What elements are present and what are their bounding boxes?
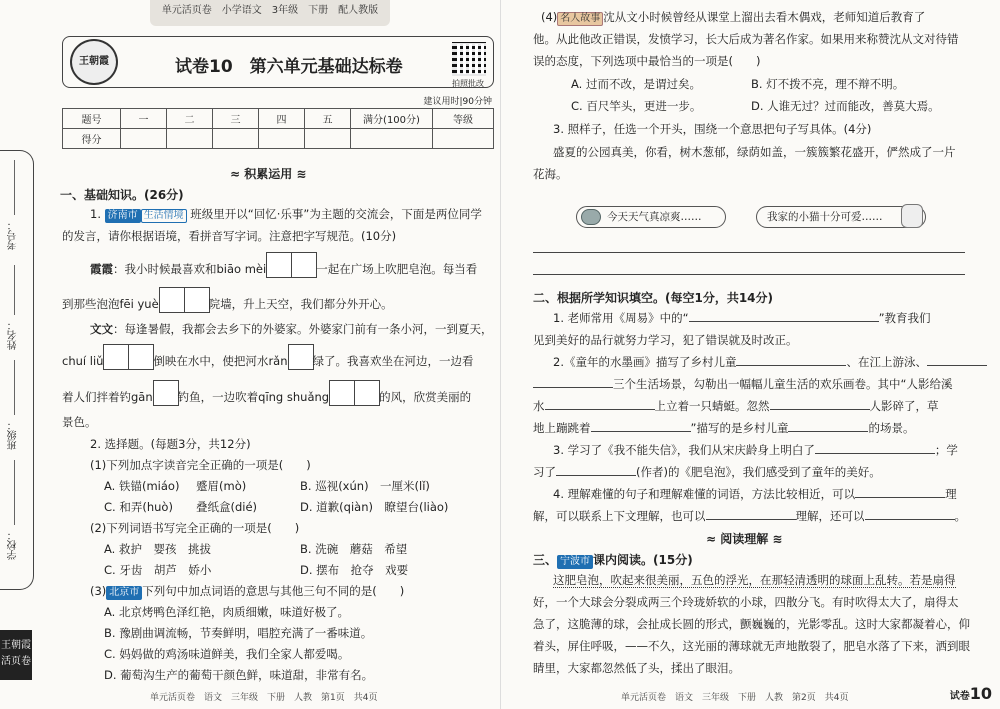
sidebar-label-class: 班级：: [8, 420, 19, 450]
passage-text: 这肥皂泡，吹起来很美丽，五色的浮光，在那轻清透明的球面上乱转。若是扇得: [553, 573, 956, 587]
sidebar-label-school: 学校：: [8, 530, 19, 560]
bubble-text: 我家的小猫十分可爱……: [767, 211, 883, 223]
score-cell: 满分(100分): [351, 109, 433, 129]
fill-text: 理: [945, 487, 957, 501]
fill-text: 地上蹦跳着: [533, 421, 591, 435]
badge-number: 10: [969, 684, 992, 703]
fill-4-line-1: [553, 487, 957, 502]
page-footer-right: 单元活页卷 语文 三年级 下册 人教 第2页 共4页: [621, 693, 849, 703]
passage-line-2: 好，一个大球会分裂成两三个玲珑娇软的小球，四散分飞。有时吹得太大了，扇得太: [533, 595, 959, 609]
question-2-heading: 2. 选择题。(每题3分，共12分): [90, 437, 251, 451]
banner-text: 积累运用: [244, 167, 293, 181]
q2-2-stem: (2)下列词语书写完全正确的一项是( ): [90, 521, 300, 535]
fill-text: ”描写的是乡村儿童: [690, 421, 789, 435]
cat-icon: [901, 204, 923, 228]
publisher-logo: 王朝霞: [70, 39, 118, 85]
write-boxes[interactable]: [153, 380, 178, 415]
q4-text: 沈从文小时候曾经从课堂上溜出去看木偶戏，老师知道后教育了: [603, 10, 926, 24]
score-input-cell[interactable]: [433, 129, 494, 149]
score-input-cell[interactable]: [351, 129, 433, 149]
pinyin: gān: [131, 390, 153, 404]
char-box[interactable]: [291, 252, 317, 278]
write-boxes[interactable]: [103, 344, 153, 379]
fill-text: 理解，还可以: [795, 509, 865, 523]
brand-line: 王朝霞: [1, 640, 31, 651]
score-cell: 三: [213, 109, 259, 129]
starter-bubble-weather[interactable]: [576, 206, 726, 228]
score-table-row: [63, 129, 494, 149]
badge-prefix: 试卷: [949, 691, 970, 702]
char-box[interactable]: [184, 287, 210, 313]
passage-line-5: 睛里，大家都忽然低了头，揉出了眼泪。: [533, 661, 740, 675]
fill-blank[interactable]: [815, 453, 935, 454]
qr-caption: 拍照批改: [452, 79, 484, 88]
header-bar: 单元活页卷 小学语文 3年级 下册 配人教版: [150, 0, 390, 26]
q4-line-2: 他。从此他改正错误，发愤学习，长大后成为著名作家。如果用来称赞沈从文对待错: [533, 32, 959, 46]
score-input-cell[interactable]: [121, 129, 167, 149]
q3-example-line-1: 盛夏的公园真美，你看，树木葱郁，绿荫如盖，一簇簇繁花盛开，俨然成了一片: [553, 145, 956, 159]
ww-text: 倒映在水中，使把河水: [153, 354, 269, 368]
fill-text: 水: [533, 399, 545, 413]
xx-text: 到那些泡泡: [62, 297, 120, 311]
q2-3-stem: (3) 北京市 下列句中加点词语的意思与其他三句不同的是( ): [90, 584, 405, 598]
section-banner-accumulation: ≈ 积累运用 ≋: [230, 167, 307, 181]
score-table-row: [63, 109, 494, 129]
fill-text: 4. 理解难懂的句子和理解难懂的词语，方法比较相近，可以: [553, 487, 856, 501]
fill-blank[interactable]: [545, 409, 655, 410]
region-tag: 北京市: [106, 586, 142, 600]
char-box[interactable]: [159, 287, 185, 313]
score-cell: 等级: [433, 109, 494, 129]
fill-blank[interactable]: [556, 475, 636, 476]
cloud-icon: [581, 209, 601, 225]
wenwen-line-3: [62, 380, 471, 415]
ww-text: 的风，欣赏美丽的: [379, 390, 472, 404]
passage-line-3: 急了，这脆薄的球，会扯成长圆的形式，颤巍巍的，光影零乱。这时大家都凝着心，仰: [533, 617, 970, 631]
q2-1-stem: (1)下列加点字读音完全正确的一项是( ): [90, 458, 311, 472]
q2-2-option-d[interactable]: D. 摆布 抢夺 戏要: [300, 563, 409, 577]
right-page: [500, 0, 1000, 709]
page-footer-left: 单元活页卷 语文 三年级 下册 人教 第1页 共4页: [150, 693, 378, 703]
sidebar-fill-line[interactable]: [14, 360, 15, 415]
section-banner-reading: ≈ 阅读理解 ≋: [706, 532, 783, 546]
q4-line-3: 误的态度，下列选项中最恰当的一项是( ): [533, 54, 761, 68]
pinyin: qīng shuǎng: [258, 390, 330, 404]
ww-text: 钓鱼，一边吹着: [177, 390, 259, 404]
fill-text: 的场景。: [868, 421, 915, 435]
ww-text: 绿了。我喜欢坐在河边，一边看: [312, 354, 474, 368]
sidebar-fill-line[interactable]: [14, 265, 15, 315]
fill-4-line-2: [533, 509, 966, 524]
write-boxes[interactable]: [329, 380, 379, 415]
ww-text: 着人们拌着钓: [62, 390, 131, 404]
fill-text: ”教育我们: [878, 311, 931, 325]
q2-2-option-b[interactable]: B. 洗碗 蘑菇 希望: [300, 542, 408, 556]
q2-1-option-c[interactable]: C. 和弄(huò): [104, 500, 173, 514]
write-boxes[interactable]: [266, 252, 316, 287]
time-note: 建议用时|90分钟: [423, 97, 492, 107]
fill-blank[interactable]: [736, 365, 846, 366]
q2-1-option-c2: 叠纸盒(dié): [196, 500, 258, 514]
char-box[interactable]: [288, 344, 314, 370]
sidebar-fill-line[interactable]: [14, 460, 15, 525]
fill-blank[interactable]: [865, 519, 955, 520]
region-tag: 宁波市: [557, 555, 593, 569]
score-cell: 五: [305, 109, 351, 129]
speaker-name: 霞霞: [90, 262, 113, 276]
fill-2-line-4: [533, 421, 914, 436]
page-title: 试卷10 第六单元基础达标卷: [175, 57, 403, 77]
write-boxes[interactable]: [159, 287, 209, 322]
q2-3-option-d[interactable]: D. 葡萄沟生产的葡萄干颜色鲜，味道甜，非常有名。: [104, 668, 374, 682]
answer-line[interactable]: [533, 252, 965, 253]
q2-1-option-a[interactable]: A. 铁锚(miáo): [104, 479, 180, 493]
question-1-line-2: 的发言，请你根据语境，看拼音写字词。注意把字写规范。(10分): [62, 229, 397, 243]
xx-text: ：我小时候最喜欢和: [113, 262, 217, 276]
passage-line-1: [553, 573, 956, 588]
context-tag: 生活情境: [141, 209, 187, 223]
section-3-heading: [533, 551, 693, 569]
question-1-line-1: 1. 济南市 生活情境 班级里开以“回忆·乐事”为主题的交流会，下面是两位同学: [90, 207, 482, 221]
char-box[interactable]: [354, 380, 380, 406]
fill-3-line-2: [533, 465, 881, 480]
passage-line-4: 着头，屏住呼吸，——不久，这光丽的薄球就无声地散裂了，肥皂水落了下来，洒到眼: [533, 639, 970, 653]
ww-text: ：每逢暑假，我都会去乡下的外婆家。外婆家门前有一条小河，一到夏天，: [113, 322, 493, 336]
score-table: [62, 108, 494, 149]
char-box[interactable]: [266, 252, 292, 278]
xiaxia-line-1: [90, 252, 477, 287]
qr-overlay: [452, 42, 486, 76]
q2-3-option-b[interactable]: B. 豫剧曲调流畅，节奏鲜明，唱腔充满了一番味道。: [104, 626, 373, 640]
fill-text: 1. 老师常用《周易》中的“: [553, 311, 689, 325]
wenwen-line-2: [62, 344, 474, 379]
q2-1-option-b[interactable]: B. 巡视(xún) 一厘米(lǐ): [300, 479, 430, 493]
write-boxes[interactable]: [288, 344, 313, 379]
fill-text: 人影碎了，草: [869, 399, 939, 413]
fill-text: 习了: [533, 465, 556, 479]
q3-example-line-2: 花海。: [533, 167, 568, 181]
bubble-text: 今天天气真凉爽……: [607, 211, 702, 223]
banner-text: 阅读理解: [720, 532, 769, 546]
fill-blank[interactable]: [770, 409, 870, 410]
q1-text: 班级里开以“回忆·乐事”为主题的交流会，下面是两位同学: [190, 207, 482, 221]
fill-3-line-1: [553, 443, 958, 458]
q4-option-b[interactable]: B. 灯不拨不亮，理不辩不明。: [751, 77, 905, 91]
pinyin: chuí liǔ: [62, 354, 104, 368]
exam-number-badge: [950, 684, 992, 703]
pinyin: fēi yuè: [119, 297, 159, 311]
sidebar-fill-line[interactable]: [14, 160, 15, 215]
fill-1-line-1: [553, 311, 931, 326]
fill-text: 3. 学习了《我不能失信》，我们从宋庆龄身上明白了: [553, 443, 815, 457]
brand-line: 活页卷: [1, 656, 31, 667]
fill-blank[interactable]: [788, 431, 868, 432]
fill-blank[interactable]: [689, 321, 879, 322]
pinyin: biāo mèi: [216, 262, 267, 276]
fill-text: 、在江上游泳、: [846, 355, 927, 369]
q2-1-option-d[interactable]: D. 道歉(qiàn) 瞭望台(liào): [300, 500, 449, 514]
fill-2-line-3: [533, 399, 939, 414]
fill-text: ；学: [934, 443, 958, 457]
score-cell: 题号: [63, 109, 121, 129]
question-3-stem: 3. 照样子，任选一个开头，围绕一个意思把句子写具体。(4分): [553, 122, 872, 136]
fill-text: (作者)的《肥皂泡》，我们感受到了童年的美好。: [636, 465, 881, 479]
fill-2-line-2: [533, 377, 952, 392]
q4-line-1: (4) 名人故事 沈从文小时候曾经从课堂上溜出去看木偶戏，老师知道后教育了: [541, 10, 926, 24]
score-cell: 得分: [63, 129, 121, 149]
q2-3-option-c[interactable]: C. 妈妈做的鸡汤味道鲜美，我们全家人都爱喝。: [104, 647, 350, 661]
q2-1-option-a2: 蹙眉(mò): [196, 479, 247, 493]
fill-blank[interactable]: [706, 519, 796, 520]
speaker-name: 文文: [90, 322, 113, 336]
fill-blank[interactable]: [927, 365, 987, 366]
score-cell: 一: [121, 109, 167, 129]
fill-1-line-2: 见到美好的品行就努力学习，犯了错误就及时改正。: [533, 333, 798, 347]
q2-3-text: 下列句中加点词语的意思与其他三句不同的是( ): [142, 584, 405, 598]
brand-badge: [0, 630, 32, 680]
xiaxia-line-2: [62, 287, 393, 322]
wenwen-line-1: [90, 322, 493, 337]
fill-text: 三个生活场景，勾勒出一幅幅儿童生活的欢乐画卷。其中“人影给溪: [613, 377, 953, 391]
char-box[interactable]: [153, 380, 179, 406]
q4-option-d[interactable]: D. 人谁无过？过而能改，善莫大焉。: [751, 99, 940, 113]
score-input-cell[interactable]: [213, 129, 259, 149]
char-box[interactable]: [128, 344, 154, 370]
section-2-heading: 二、根据所学知识填空。(每空1分，共14分): [533, 291, 774, 305]
fill-text: 。: [954, 509, 966, 523]
story-tag: 名人故事: [557, 12, 603, 26]
fill-2-line-1: [553, 355, 987, 370]
fill-text: 解，可以联系上下文理解，也可以: [533, 509, 706, 523]
score-cell: 二: [167, 109, 213, 129]
char-box[interactable]: [329, 380, 355, 406]
xx-text: 一起在广场上吹肥皂泡。每当看: [316, 262, 478, 276]
fill-text: 上立着一只蜻蜓。忽然: [654, 399, 770, 413]
student-info-sidebar: [0, 150, 34, 590]
sidebar-label-name: 姓名：: [8, 320, 19, 350]
fill-blank[interactable]: [591, 431, 691, 432]
char-box[interactable]: [103, 344, 129, 370]
score-input-cell[interactable]: [167, 129, 213, 149]
fill-blank[interactable]: [533, 387, 613, 388]
score-input-cell[interactable]: [259, 129, 305, 149]
sidebar-label-exam-number: 考号：: [8, 220, 19, 250]
q2-2-option-c[interactable]: C. 牙齿 胡芦 娇小: [104, 563, 212, 577]
pinyin: rǎn: [268, 354, 288, 368]
q2-3-option-a[interactable]: A. 北京烤鸭色泽红艳，肉质细嫩，味道好极了。: [104, 605, 349, 619]
xx-text: 院墙，升上天空，我们都分外开心。: [208, 297, 393, 311]
wenwen-line-4: 景色。: [62, 415, 97, 429]
region-tag: 济南市: [105, 209, 141, 223]
sec3-text: 课内阅读。(15分): [593, 553, 693, 567]
q4-option-a[interactable]: A. 过而不改，是谓过矣。: [571, 77, 701, 91]
fill-text: 2.《童年的水墨画》描写了乡村儿童: [553, 355, 737, 369]
fill-blank[interactable]: [855, 497, 945, 498]
answer-line[interactable]: [533, 274, 965, 275]
q4-option-c[interactable]: C. 百尺竿头，更进一步。: [571, 99, 702, 113]
section-1-heading: 一、基础知识。(26分): [60, 188, 184, 202]
score-input-cell[interactable]: [305, 129, 351, 149]
q2-2-option-a[interactable]: A. 救护 婴孩 挑拔: [104, 542, 211, 556]
sec3-prefix: 三、: [533, 553, 558, 567]
score-cell: 四: [259, 109, 305, 129]
